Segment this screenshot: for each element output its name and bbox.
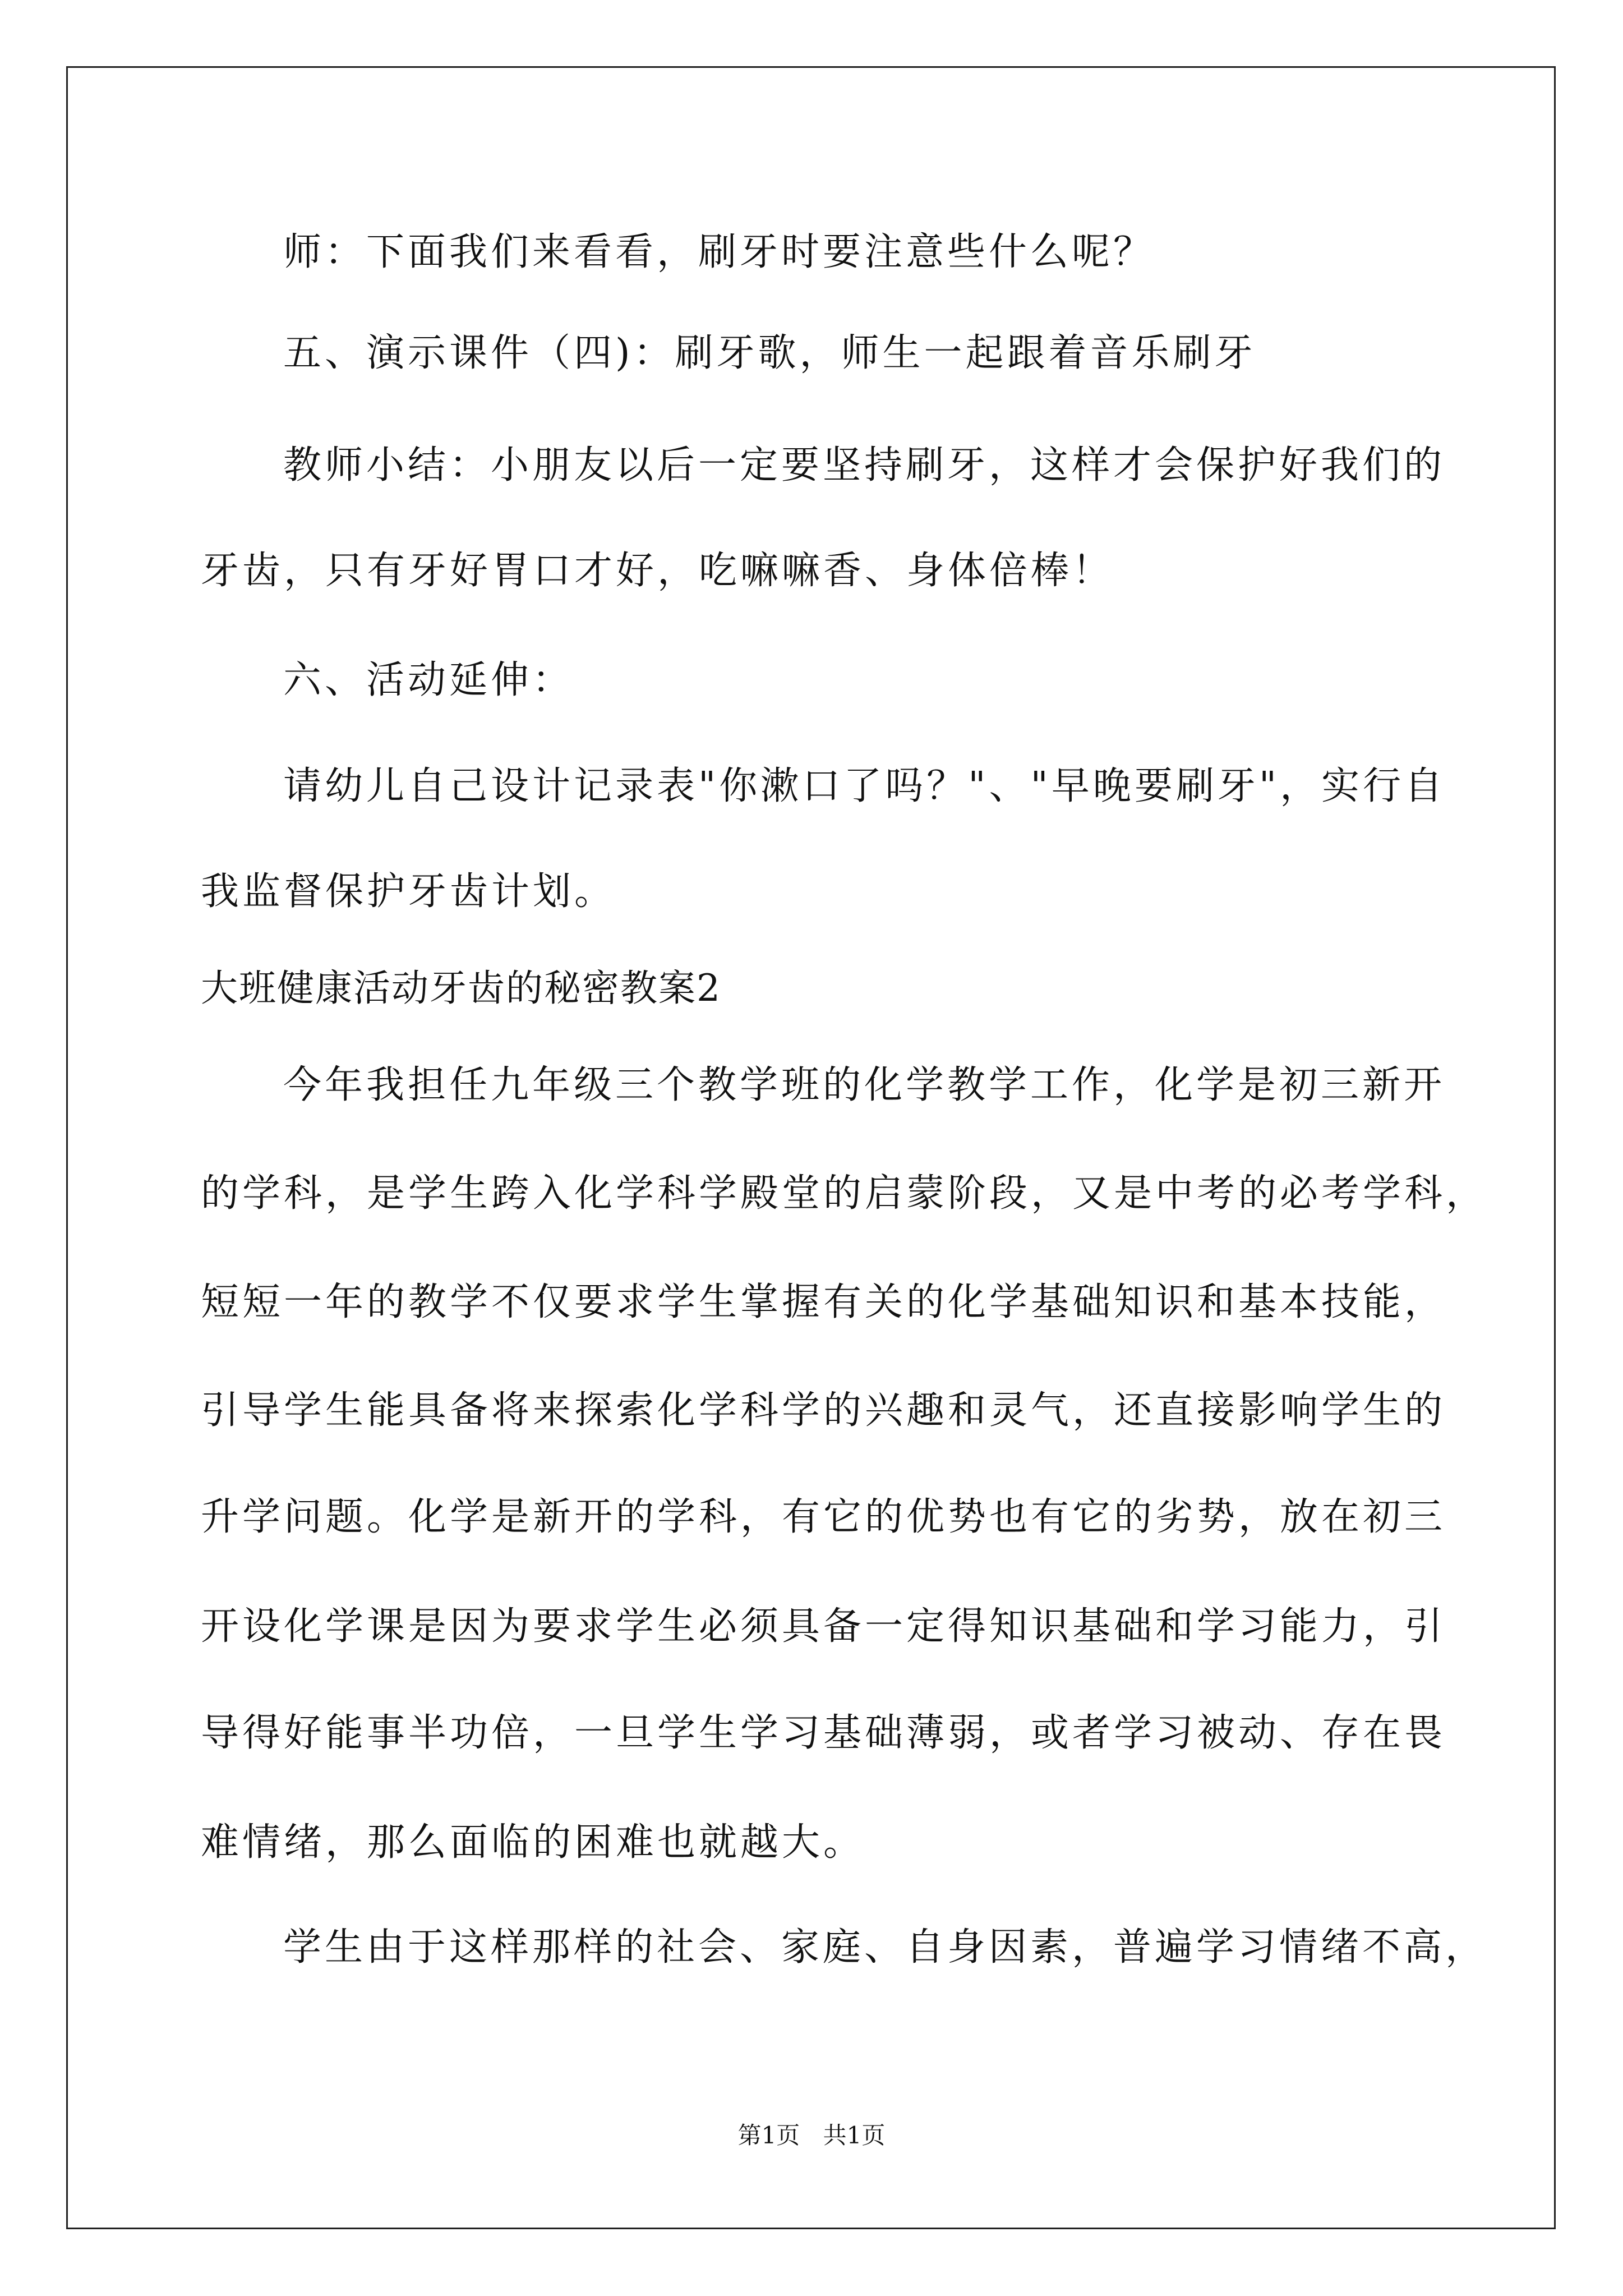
paragraph-line: 的学科，是学生跨入化学科学殿堂的启蒙阶段，又是中考的必考学科， [201, 1171, 1488, 1216]
paragraph-line: 我监督保护牙齿计划。 [201, 869, 616, 914]
section-heading: 大班健康活动牙齿的秘密教案2 [201, 967, 721, 1010]
paragraph-line: 导得好能事半功倍，一旦学生学习基础薄弱，或者学习被动、存在畏 [201, 1711, 1446, 1755]
page-border [66, 66, 1556, 2229]
paragraph-line: 学生由于这样那样的社会、家庭、自身因素，普遍学习情绪不高， [283, 1925, 1487, 1970]
paragraph-line: 牙齿，只有牙好胃口才好，吃嘛嘛香、身体倍棒！ [201, 549, 1114, 593]
page-footer [0, 2122, 1623, 2150]
paragraph-line: 师：下面我们来看看，刷牙时要注意些什么呢？ [283, 230, 1155, 274]
paragraph-line: 五、演示课件（四)：刷牙歌，师生一起跟着音乐刷牙 [283, 331, 1256, 375]
page-number: 第1页 [737, 2122, 800, 2149]
paragraph-line: 短短一年的教学不仅要求学生掌握有关的化学基础知识和基本技能， [201, 1280, 1446, 1324]
paragraph-line: 教师小结：小朋友以后一定要坚持刷牙，这样才会保护好我们的 [283, 443, 1446, 487]
paragraph-line: 请幼儿自己设计记录表"你漱口了吗？"、"早晚要刷牙"，实行自 [283, 764, 1446, 808]
paragraph-line: 今年我担任九年级三个教学班的化学教学工作，化学是初三新开 [283, 1063, 1446, 1107]
page-total: 共1页 [823, 2122, 886, 2149]
paragraph-line: 升学问题。化学是新开的学科，有它的优势也有它的劣势，放在初三 [201, 1495, 1446, 1539]
paragraph-line: 难情绪，那么面临的困难也就越大。 [201, 1820, 865, 1865]
paragraph-line: 引导学生能具备将来探索化学科学的兴趣和灵气，还直接影响学生的 [201, 1388, 1446, 1433]
paragraph-line: 六、活动延伸： [283, 658, 574, 702]
paragraph-line: 开设化学课是因为要求学生必须具备一定得知识基础和学习能力，引 [201, 1604, 1446, 1649]
